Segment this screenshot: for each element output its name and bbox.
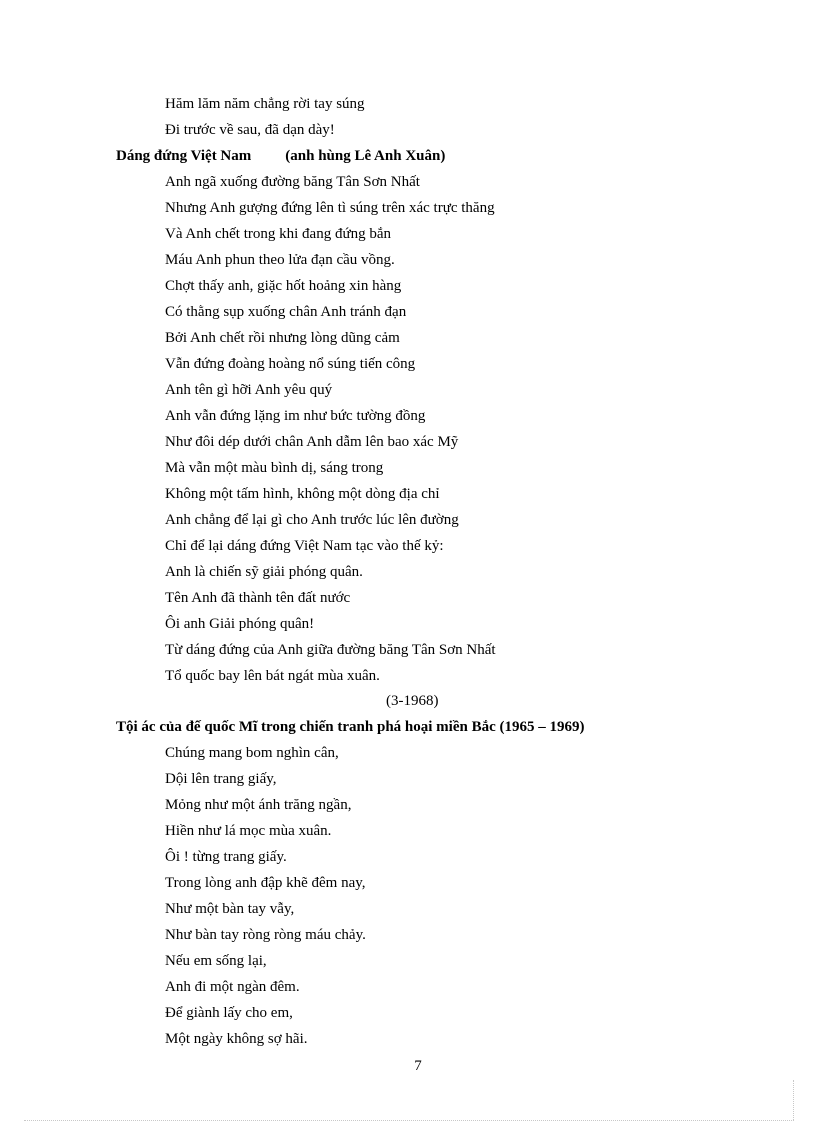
verse-line: Nếu em sống lại, bbox=[165, 953, 267, 969]
verse-line: Vẫn đứng đoàng hoàng nổ súng tiến công bbox=[165, 356, 416, 372]
poem-heading bbox=[116, 147, 445, 165]
verse-line: Từ dáng đứng của Anh giữa đường băng Tân Sơn Nhất bbox=[165, 642, 496, 658]
verse-line: Tên Anh đã thành tên đất nước bbox=[165, 590, 351, 606]
poem-title: Dáng đứng Việt Nam bbox=[116, 148, 252, 164]
verse-line: Trong lòng anh đập khẽ đêm nay, bbox=[165, 875, 366, 891]
poem-date: (3-1968) bbox=[386, 693, 439, 709]
verse-line: Một ngày không sợ hãi. bbox=[165, 1031, 308, 1047]
verse-line: Anh vẫn đứng lặng im như bức tường đồng bbox=[165, 408, 426, 424]
verse-line: Chúng mang bom nghìn cân, bbox=[165, 745, 339, 761]
verse-line: Hiền như lá mọc mùa xuân. bbox=[165, 823, 332, 839]
verse-line: Anh ngã xuống đường băng Tân Sơn Nhất bbox=[165, 174, 420, 190]
verse-line: Dội lên trang giấy, bbox=[165, 771, 277, 787]
verse-line: Như một bàn tay vẫy, bbox=[165, 901, 295, 917]
poem-heading: Tội ác của đế quốc Mĩ trong chiến tranh phá hoại miền Bắc (1965 – 1969) bbox=[116, 719, 585, 735]
verse-line: Hăm lăm năm chẳng rời tay súng bbox=[165, 96, 365, 112]
verse-line: Không một tấm hình, không một dòng địa chỉ bbox=[165, 486, 440, 502]
poem-subtitle: (anh hùng Lê Anh Xuân) bbox=[285, 148, 446, 164]
verse-line: Như đôi dép dưới chân Anh dẫm lên bao xác Mỹ bbox=[165, 434, 459, 450]
verse-line: Có thằng sụp xuống chân Anh tránh đạn bbox=[165, 304, 407, 320]
verse-line: Anh tên gì hỡi Anh yêu quý bbox=[165, 382, 333, 398]
verse-line: Anh là chiến sỹ giải phóng quân. bbox=[165, 564, 363, 580]
page-number: 7 bbox=[414, 1058, 422, 1074]
verse-line: Tổ quốc bay lên bát ngát mùa xuân. bbox=[165, 668, 380, 684]
verse-line: Nhưng Anh gượng đứng lên tì súng trên xác trực thăng bbox=[165, 200, 495, 216]
page-border-right bbox=[793, 1080, 794, 1120]
verse-line: Như bàn tay ròng ròng máu chảy. bbox=[165, 927, 366, 943]
verse-line: Anh đi một ngàn đêm. bbox=[165, 979, 300, 995]
verse-line: Ôi ! từng trang giấy. bbox=[165, 849, 287, 865]
verse-line: Bởi Anh chết rồi nhưng lòng dũng cảm bbox=[165, 330, 400, 346]
verse-line: Chợt thấy anh, giặc hốt hoảng xin hàng bbox=[165, 278, 402, 294]
verse-line: Mà vẫn một màu bình dị, sáng trong bbox=[165, 460, 384, 476]
verse-line: Và Anh chết trong khi đang đứng bắn bbox=[165, 226, 392, 242]
verse-line: Để giành lấy cho em, bbox=[165, 1005, 293, 1021]
verse-line: Mỏng như một ánh trăng ngần, bbox=[165, 797, 352, 813]
verse-line: Anh chẳng để lại gì cho Anh trước lúc lên đường bbox=[165, 512, 459, 528]
verse-line: Chỉ để lại dáng đứng Việt Nam tạc vào thế kỷ: bbox=[165, 538, 444, 554]
verse-line: Đi trước về sau, đã dạn dày! bbox=[165, 122, 335, 138]
page-border-bottom bbox=[24, 1120, 794, 1121]
verse-line: Máu Anh phun theo lửa đạn cầu vồng. bbox=[165, 252, 395, 268]
verse-line: Ôi anh Giải phóng quân! bbox=[165, 616, 315, 632]
